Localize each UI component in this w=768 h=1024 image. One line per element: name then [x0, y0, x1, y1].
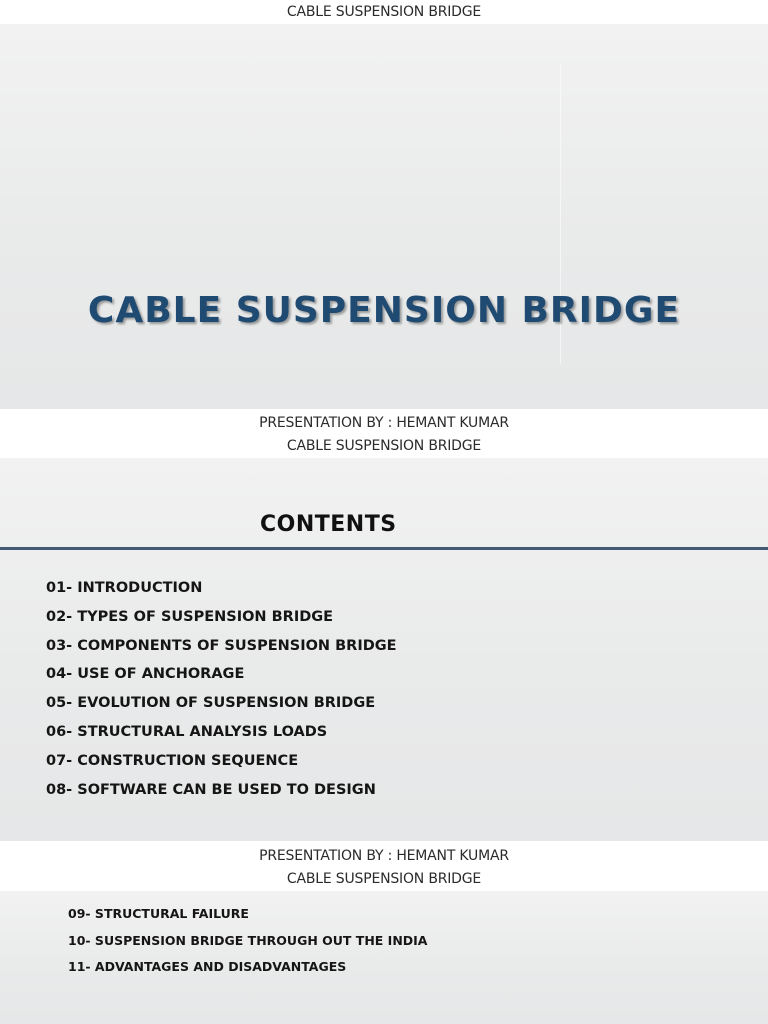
contents-item: 07- CONSTRUCTION SEQUENCE — [46, 752, 299, 769]
slide-1 — [0, 24, 768, 409]
slide-1-title: CABLE SUSPENSION BRIDGE — [87, 290, 681, 331]
slide-2-footer: PRESENTATION BY : HEMANT KUMAR — [259, 848, 509, 864]
contents-item: 02- TYPES OF SUSPENSION BRIDGE — [46, 608, 334, 625]
slide-3 — [0, 891, 768, 1024]
contents-item: 06- STRUCTURAL ANALYSIS LOADS — [46, 723, 328, 740]
contents-item: 05- EVOLUTION OF SUSPENSION BRIDGE — [46, 695, 376, 712]
contents-item: 01- INTRODUCTION — [46, 580, 203, 596]
contents-divider — [0, 547, 768, 550]
contents-list-continued — [68, 901, 428, 981]
contents-item: 11- ADVANTAGES AND DISADVANTAGES — [68, 959, 347, 974]
contents-item: 10- SUSPENSION BRIDGE THROUGH OUT THE INDIA — [68, 932, 428, 948]
contents-item: 08- SOFTWARE CAN BE USED TO DESIGN — [46, 781, 376, 798]
slide-3-header: CABLE SUSPENSION BRIDGE — [286, 871, 482, 887]
contents-item: 04- USE OF ANCHORAGE — [46, 666, 245, 683]
slide-2-header: CABLE SUSPENSION BRIDGE — [286, 438, 482, 454]
contents-list — [46, 574, 397, 804]
slide-1-header: CABLE SUSPENSION BRIDGE — [286, 4, 482, 20]
contents-heading: CONTENTS — [260, 512, 397, 537]
contents-item: 09- STRUCTURAL FAILURE — [68, 906, 249, 921]
slide-1-footer: PRESENTATION BY : HEMANT KUMAR — [259, 415, 509, 431]
slide-2 — [0, 458, 768, 841]
contents-item: 03- COMPONENTS OF SUSPENSION BRIDGE — [46, 637, 397, 654]
